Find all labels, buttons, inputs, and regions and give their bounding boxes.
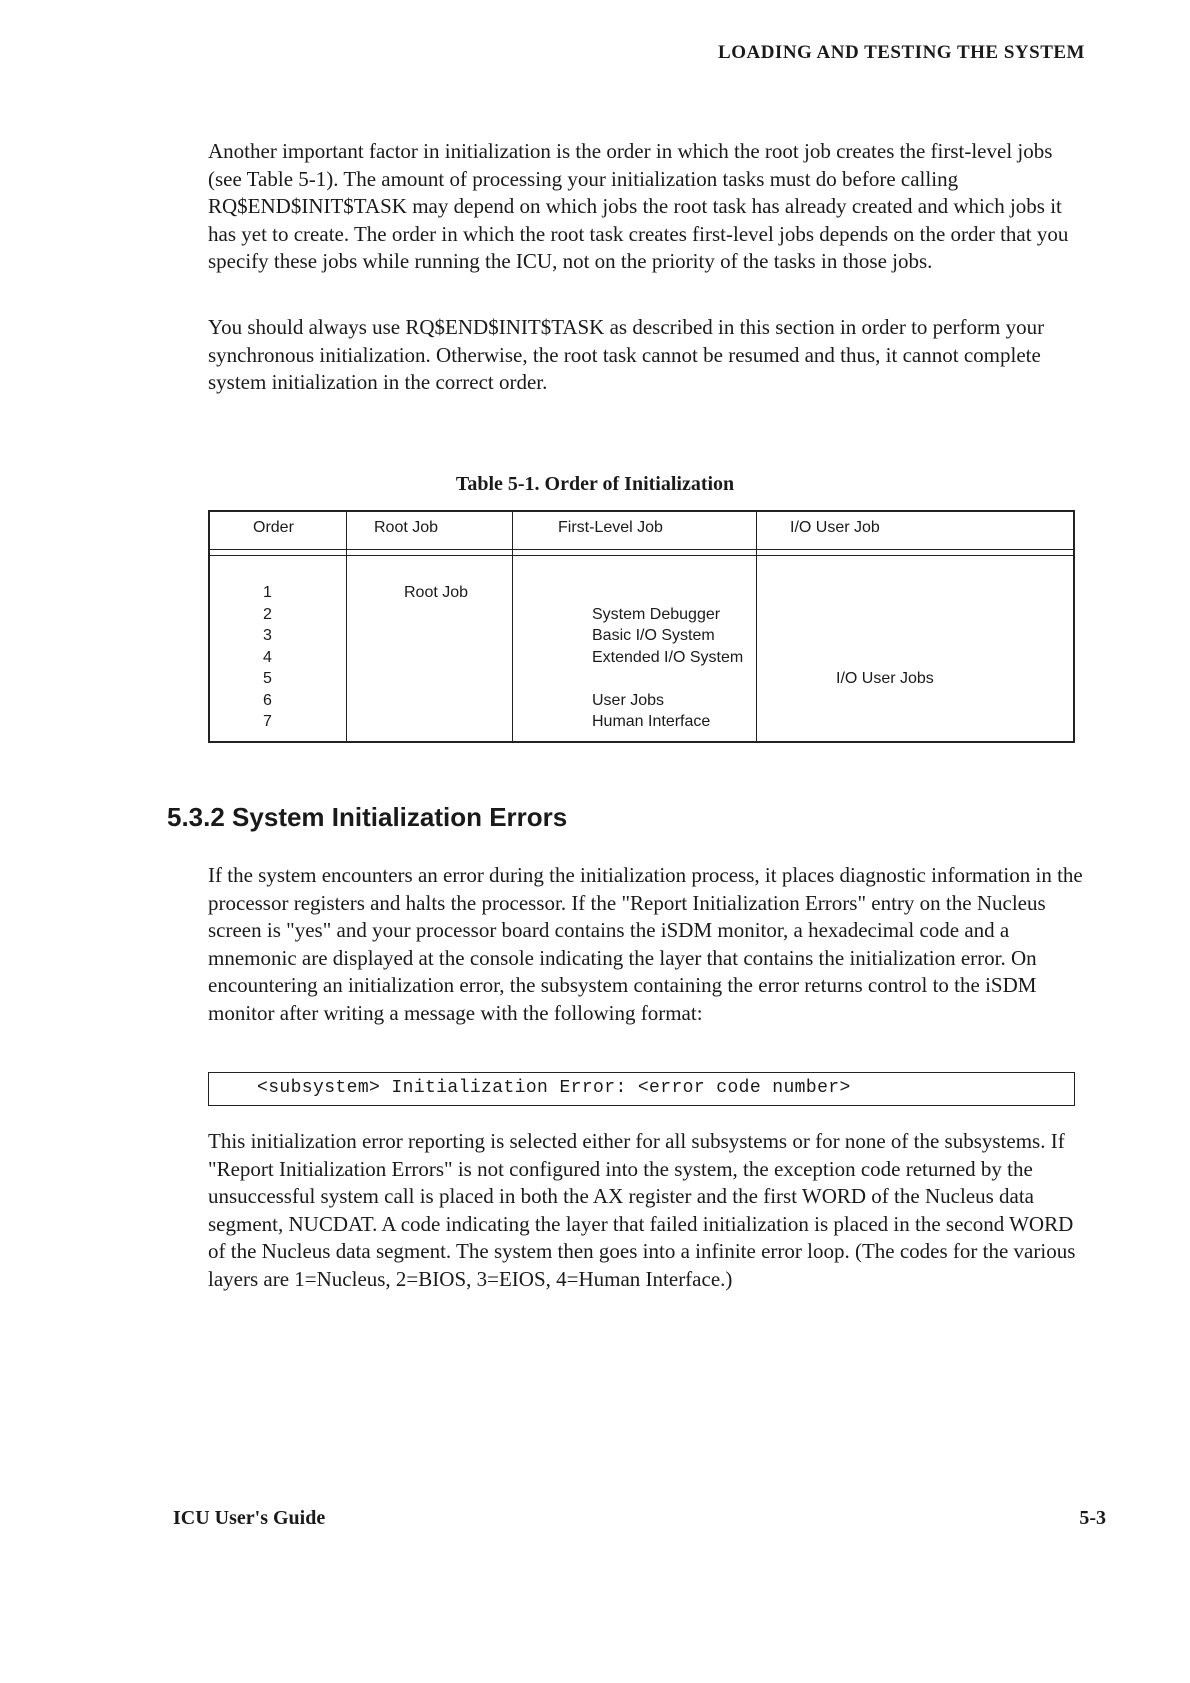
io-user-job-cell: I/O User Jobs — [836, 670, 934, 687]
footer-guide-title: ICU User's Guide — [173, 1507, 326, 1529]
root-job-cell — [404, 625, 468, 647]
header-root-job: Root Job — [374, 519, 439, 536]
root-job-cell — [404, 668, 468, 690]
order-cell: 6 — [263, 691, 272, 709]
root-job-cell — [404, 690, 468, 712]
order-cell: 4 — [263, 648, 272, 666]
io-user-job-cell — [836, 690, 934, 712]
header-order: Order — [253, 519, 294, 536]
order-cell: 7 — [263, 713, 272, 730]
first-level-job-cell — [592, 582, 743, 604]
first-level-job-cell: Human Interface — [592, 713, 711, 730]
io-user-job-cell — [836, 625, 934, 647]
paragraph-initialization-errors: If the system encounters an error during the initialization process, it places diagnostic information in the processor registers and halts the processor. If the "Report Initialization Errors" entry on the Nucleus screen is "yes" and your processor board contains the iSDM monitor, a hexadecimal code and a mnemonic are displayed at the console indicating the layer that contains the initialization error. On encountering an initialization error, the subsystem containing the error returns control to the iSDM monitor after writing a message with the following format: — [208, 863, 1083, 1025]
code-example: <subsystem> Initialization Error: <error code number> — [257, 1078, 851, 1098]
header-rule — [210, 555, 1073, 556]
code-example-box — [208, 1072, 1075, 1106]
root-job-column — [404, 582, 468, 733]
order-cell: 5 — [263, 670, 272, 687]
root-job-cell — [404, 604, 468, 626]
first-level-job-cell: Extended I/O System — [592, 648, 744, 666]
io-user-job-cell — [836, 604, 934, 626]
column-divider — [756, 512, 757, 741]
order-of-initialization-table — [208, 510, 1075, 743]
first-level-job-column — [592, 582, 743, 733]
order-cell: 2 — [263, 605, 272, 623]
root-job-cell — [404, 711, 468, 733]
paragraph-end-init-task: You should always use RQ$END$INIT$TASK as described in this section in order to perform your synchronous initialization. Otherwise, the root task cannot be resumed and thus, it cannot complete system initialization in the correct order. — [208, 315, 1045, 395]
order-cell: 3 — [263, 627, 272, 644]
order-cell: 1 — [263, 584, 272, 601]
section-heading: 5.3.2 System Initialization Errors — [167, 802, 568, 832]
running-head: LOADING AND TESTING THE SYSTEM — [718, 42, 1085, 63]
first-level-job-cell: Basic I/O System — [592, 627, 715, 644]
first-level-job-cell: User Jobs — [592, 691, 665, 709]
io-user-job-cell — [836, 647, 934, 669]
header-io-user-job: I/O User Job — [790, 519, 880, 536]
io-user-job-cell — [836, 711, 934, 733]
io-user-job-cell — [836, 582, 934, 604]
first-level-job-cell: System Debugger — [592, 605, 721, 623]
io-user-job-column — [836, 582, 934, 733]
order-column — [263, 582, 272, 733]
footer-page-number: 5-3 — [1079, 1507, 1106, 1529]
first-level-job-cell — [592, 668, 743, 690]
column-divider — [346, 512, 347, 741]
header-rule — [210, 549, 1073, 550]
table-caption: Table 5-1. Order of Initialization — [455, 473, 735, 495]
header-first-level-job: First-Level Job — [558, 519, 663, 536]
root-job-cell: Root Job — [404, 584, 469, 601]
column-divider — [512, 512, 513, 741]
root-job-cell — [404, 647, 468, 669]
paragraph-root-job-order: Another important factor in initialization is the order in which the root job creates the first-level jobs (see Table 5-1). The amount of processing your initialization tasks must do before calling RQ$END$INIT$TASK may depend on which jobs the root task has already created and which jobs it has yet to create. The order in which the root task creates first-level jobs depends on the order that you specify these jobs while running the ICU, not on the priority of the tasks in those jobs. — [208, 139, 1069, 274]
paragraph-error-reporting: This initialization error reporting is selected either for all subsystems or for none of the subsystems. If "Report Initialization Errors" is not configured into the system, the exception code returned by the unsuccessful system call is placed in both the AX register and the first WORD of the Nucleus data segment, NUCDAT. A code indicating the layer that failed initialization is placed in the second WORD of the Nucleus data segment. The system then goes into a infinite error loop. (The codes for the various layers are 1=Nucleus, 2=BIOS, 3=EIOS, 4=Human Interface.) — [208, 1129, 1076, 1291]
